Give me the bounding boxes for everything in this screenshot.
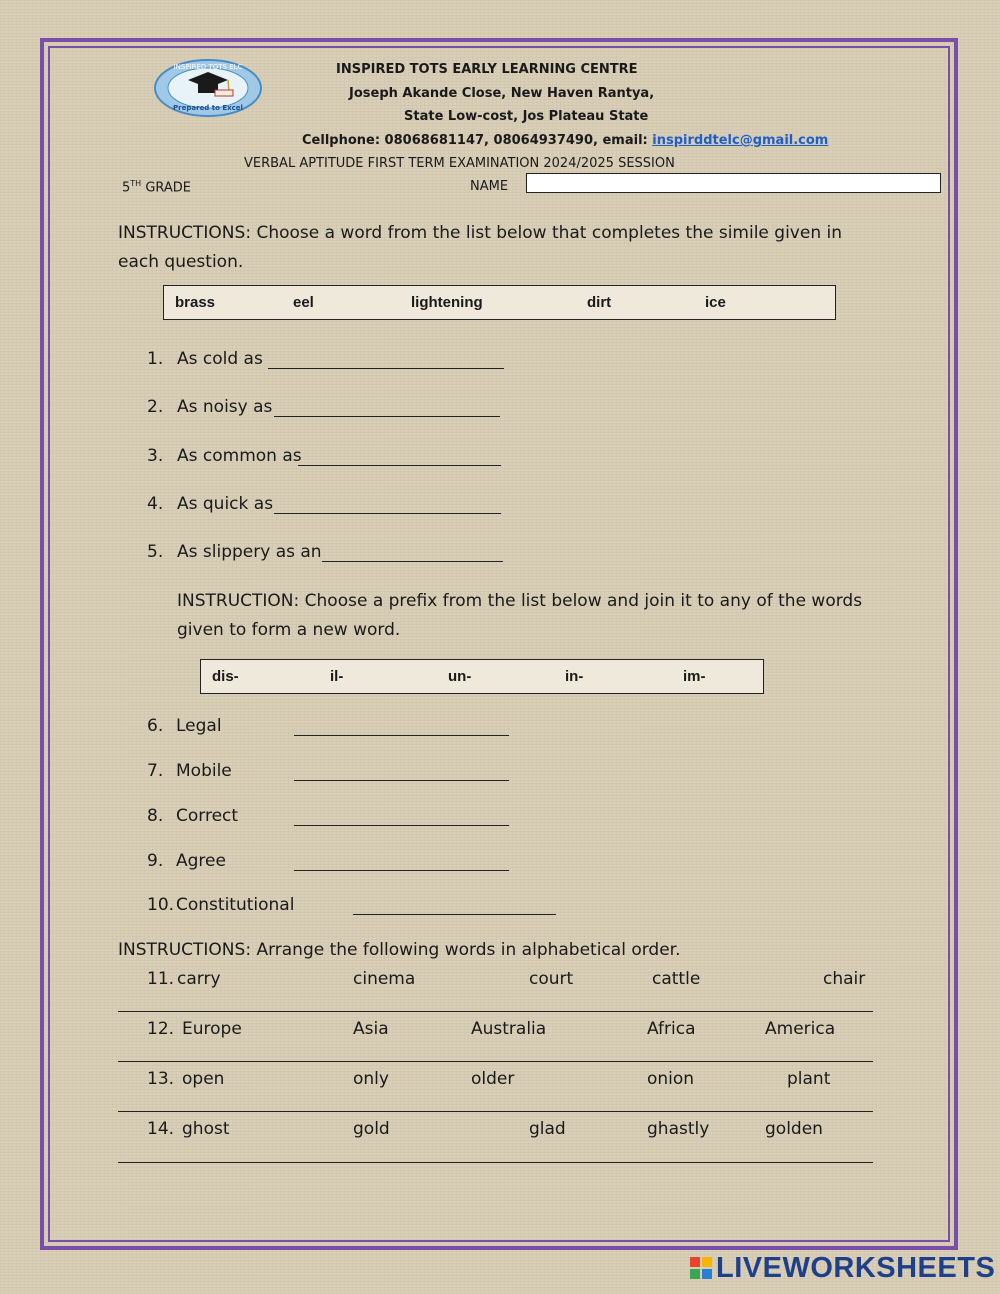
question-text: As quick as [177,494,274,514]
liveworksheets-logo[interactable] [690,1252,995,1284]
word-bank-item: eel [293,294,314,311]
word-bank-item: ice [705,294,726,311]
answer-line-13[interactable] [118,1095,873,1112]
question-number: 9. [147,851,164,871]
prefix-bank [200,659,764,694]
question-text: Agree [176,851,226,871]
word-item: gold [353,1119,390,1139]
word-bank-item: dirt [587,294,612,311]
school-name: INSPIRED TOTS EARLY LEARNING CENTRE [336,62,638,77]
prefix-item: in- [565,668,584,685]
word-item: chair [823,969,866,989]
question-text: As cold as [177,349,263,369]
question-number: 2. [147,397,164,417]
word-item: older [471,1069,515,1089]
word-item: cinema [353,969,416,989]
school-logo [153,58,263,118]
grade-word: GRADE [141,180,192,196]
question-number: 3. [147,446,164,466]
question-number: 10. [147,895,175,915]
grade-number: 5 [122,180,131,196]
question-number: 4. [147,494,164,514]
question-text: As slippery as an [177,542,322,562]
answer-blank-3[interactable] [298,449,501,466]
word-item: golden [765,1119,823,1139]
name-label: NAME [470,179,509,194]
prefix-item: im- [683,668,706,685]
word-item: cattle [652,969,701,989]
grade-sup: TH [130,179,142,188]
word-item: court [529,969,574,989]
question-text: Mobile [176,761,232,781]
question-number: 13. [147,1069,175,1089]
answer-blank-10[interactable] [353,898,556,915]
question-number: 1. [147,349,164,369]
question-number: 11. [147,969,175,989]
prefix-item: dis- [212,668,239,685]
word-item: Australia [471,1019,547,1039]
word-item: carry [177,969,221,989]
question-text: Legal [176,716,222,736]
contact-prefix: Cellphone: 08068681147, 08064937490, email: [302,133,653,148]
word-item: ghastly [647,1119,710,1139]
address-line-1: Joseph Akande Close, New Haven Rantya, [349,86,655,101]
word-item: glad [529,1119,566,1139]
answer-line-12[interactable] [118,1045,873,1062]
section3-instruction: INSTRUCTIONS: Arrange the following words in alphabetical order. [118,940,681,960]
question-number: 7. [147,761,164,781]
question-number: 12. [147,1019,175,1039]
exam-title: VERBAL APTITUDE FIRST TERM EXAMINATION 2024/2025 SESSION [244,156,675,171]
answer-blank-9[interactable] [294,854,509,871]
word-item: plant [787,1069,831,1089]
question-text: As common as [177,446,302,466]
grade-label [122,179,191,195]
answer-blank-6[interactable] [294,719,509,736]
answer-blank-2[interactable] [274,400,500,417]
address-line-2: State Low-cost, Jos Plateau State [404,109,649,124]
svg-text:INSPIRED TOTS ELC: INSPIRED TOTS ELC [173,63,243,71]
answer-blank-8[interactable] [294,809,509,826]
word-item: only [353,1069,389,1089]
word-bank-item: brass [175,294,216,311]
word-item: Africa [647,1019,696,1039]
prefix-item: un- [448,668,472,685]
liveworksheets-icon [690,1257,712,1279]
section2-instruction-1: INSTRUCTION: Choose a prefix from the list below and join it to any of the words [177,591,863,611]
svg-text:Prepared to Excel: Prepared to Excel [173,104,243,112]
question-number: 14. [147,1119,175,1139]
answer-blank-5[interactable] [322,545,503,562]
question-number: 5. [147,542,164,562]
answer-blank-7[interactable] [294,764,509,781]
question-number: 6. [147,716,164,736]
section1-instruction-2: each question. [118,252,244,272]
word-bank-item: lightening [411,294,483,311]
question-text: Correct [176,806,239,826]
question-text: As noisy as [177,397,273,417]
section2-instruction-2: given to form a new word. [177,620,401,640]
email-link[interactable]: inspirddtelc@gmail.com [652,133,829,148]
word-item: ghost [182,1119,230,1139]
word-item: Europe [182,1019,242,1039]
word-item: onion [647,1069,695,1089]
name-input[interactable] [526,173,941,193]
answer-line-14[interactable] [118,1146,873,1163]
simile-word-bank [163,285,836,320]
word-item: Asia [353,1019,389,1039]
contact-line [302,133,828,148]
prefix-item: il- [330,668,344,685]
answer-line-11[interactable] [118,995,873,1012]
answer-blank-1[interactable] [268,352,504,369]
liveworksheets-brand: LIVEWORKSHEETS [716,1251,996,1284]
section1-instruction-1: INSTRUCTIONS: Choose a word from the list below that completes the simile given in [118,223,843,243]
answer-blank-4[interactable] [274,497,501,514]
question-text: Constitutional [176,895,295,915]
word-item: America [765,1019,836,1039]
question-number: 8. [147,806,164,826]
word-item: open [182,1069,225,1089]
